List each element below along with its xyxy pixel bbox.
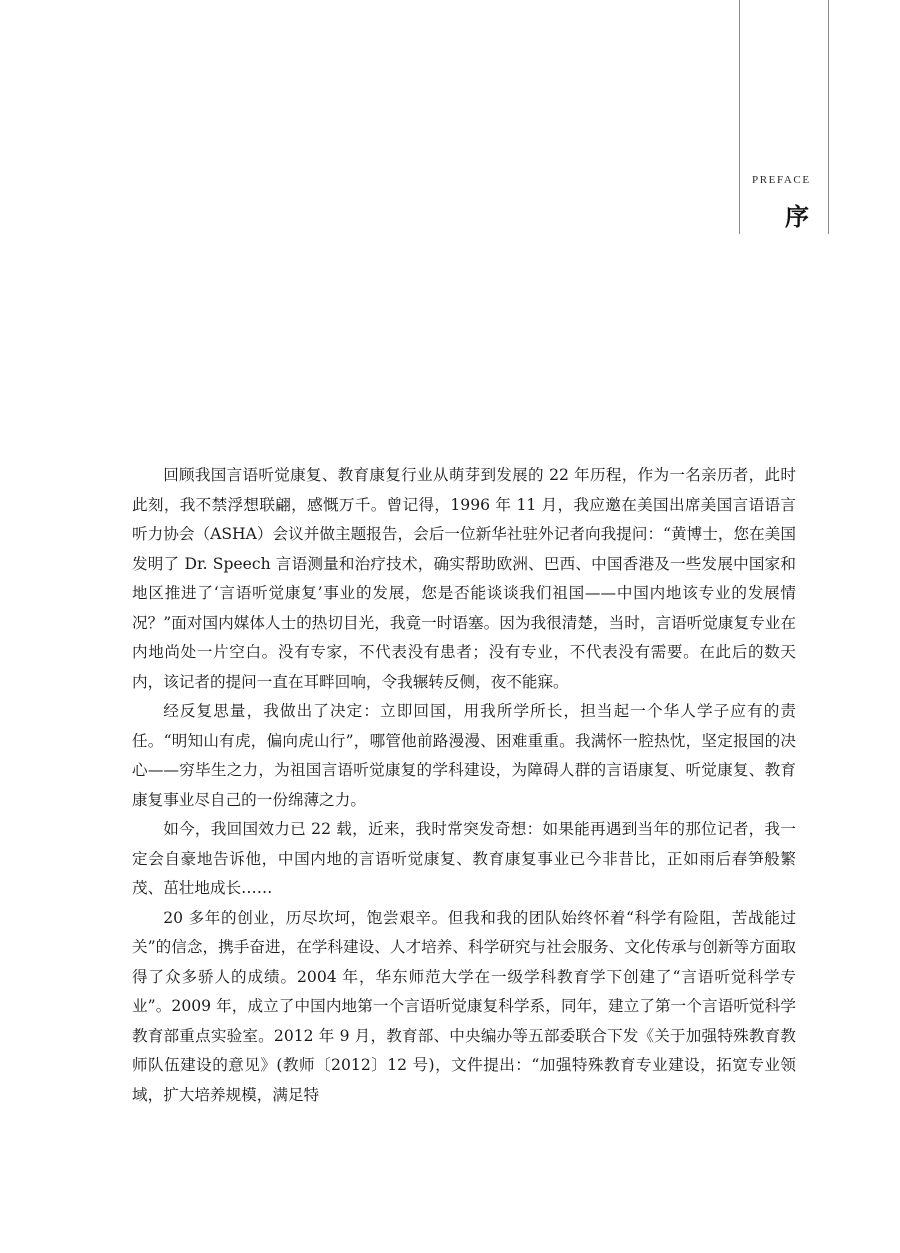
section-label-english: PREFACE [752,174,811,186]
paragraph: 20 多年的创业，历尽坎坷，饱尝艰辛。但我和我的团队始终怀着“科学有险阻，苦战能过关”的信念，携手奋进，在学科建设、人才培养、科学研究与社会服务、文化传承与创新等方面取得了众多骄人的成绩。2004 年，华东师范大学在一级学科教育学下创建了“言语听觉科学专业”。2009 年，成立了中国内地第一个言语听觉康复科学系，同年，建立了第一个言语听觉科学教育部重点实验室。2012 年 9 月，教育部、中央编办等五部委联合下发《关于加强特殊教育教师队伍建设的意见》(教师〔2012〕12 号)，文件提出：“加强特殊教育专业建设，拓宽专业领域，扩大培养规模，满足特 [132,908,796,1104]
body-text [132,461,796,1110]
section-title-chinese: 序 [785,203,809,231]
paragraph: 回顾我国言语听觉康复、教育康复行业从萌芽到发展的 22 年历程，作为一名亲历者，此时此刻，我不禁浮想联翩，感慨万千。曾记得，1996 年 11 月，我应邀在美国出席美国言语语言听力协会（ASHA）会议并做主题报告，会后一位新华社驻外记者向我提问：“黄博士，您在美国发明了 Dr. Speech 言语测量和治疗技术，确实帮助欧洲、巴西、中国香港及一些发展中国家和地区推进了‘言语听觉康复’事业的发展，您是否能谈谈我们祖国——中国内地该专业的发展情况？”面对国内媒体人士的热切目光，我竟一时语塞。因为我很清楚，当时，言语听觉康复专业在内地尚处一片空白。没有专家，不代表没有患者；没有专业，不代表没有需要。在此后的数天内，该记者的提问一直在耳畔回响，令我辗转反侧，夜不能寐。 [132,466,796,691]
paragraph: 经反复思量，我做出了决定：立即回国，用我所学所长，担当起一个华人学子应有的责任。“明知山有虎，偏向虎山行”，哪管他前路漫漫、困难重重。我满怀一腔热忱，坚定报国的决心——穷毕生之力，为祖国言语听觉康复的学科建设，为障碍人群的言语康复、听觉康复、教育康复事业尽自己的一份绵薄之力。 [132,702,796,809]
header-rule-left [739,0,740,234]
header-rule-right [828,0,829,234]
paragraph: 如今，我回国效力已 22 载，近来，我时常突发奇想：如果能再遇到当年的那位记者，我一定会自豪地告诉他，中国内地的言语听觉康复、教育康复事业已今非昔比，正如雨后春笋般繁茂、茁壮地成长…… [132,820,796,897]
